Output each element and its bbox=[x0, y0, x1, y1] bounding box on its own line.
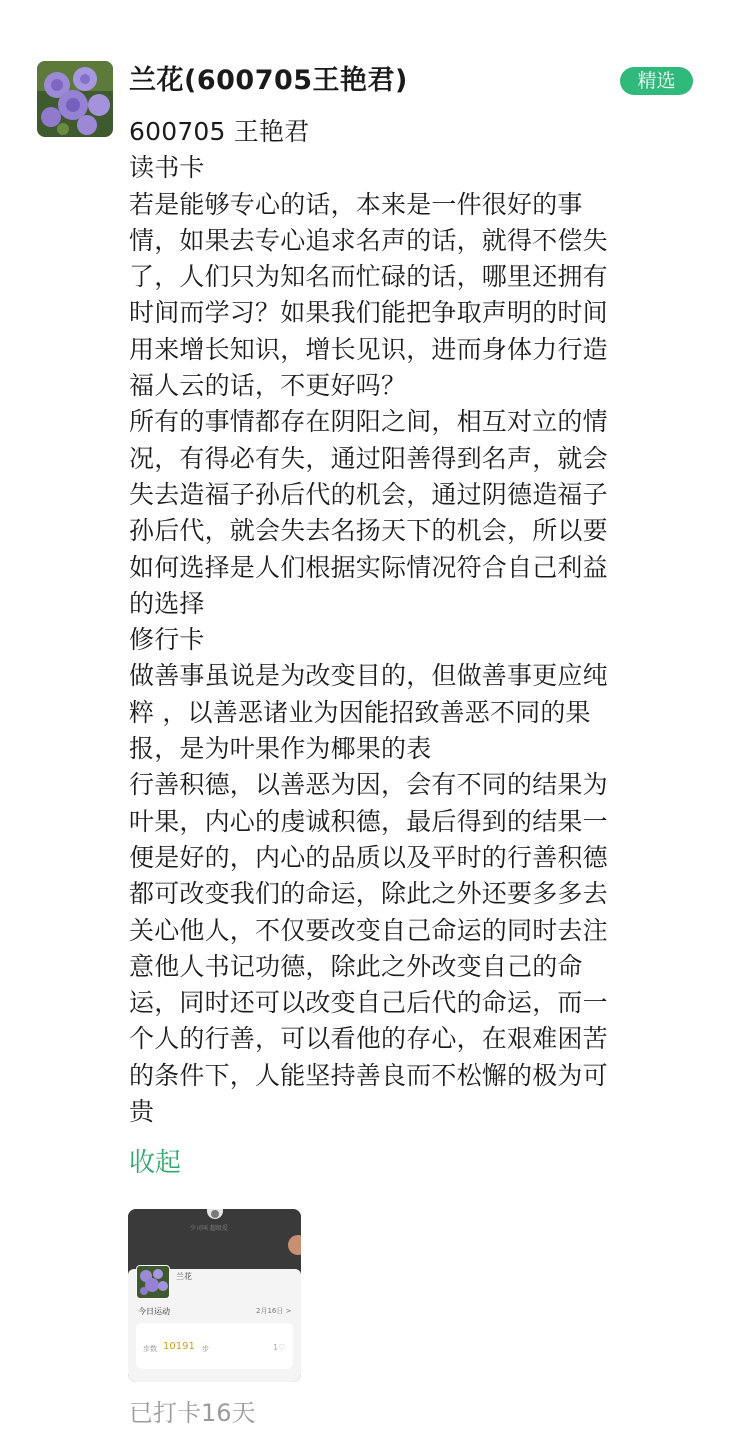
steps-card bbox=[136, 1323, 293, 1369]
post-body bbox=[129, 114, 699, 1130]
post-line: 如何选择是人们根据实际情况符合自己利益 bbox=[129, 552, 608, 582]
post-line: 个人的行善，可以看他的存心，在艰难困苦 bbox=[129, 1024, 608, 1054]
post-line: 关心他人，不仅要改变自己命运的同时去注 bbox=[129, 915, 608, 945]
post-line: 报，是为叶果作为椰果的表 bbox=[129, 734, 432, 764]
post-line: 失去造福子孙后代的机会，通过阴德造福子 bbox=[129, 479, 608, 509]
post-line: 运，同时还可以改变自己后代的命运，而一 bbox=[129, 988, 608, 1018]
thumbnail-user-name: 兰花 bbox=[176, 1272, 192, 1281]
author-name[interactable]: 兰花(600705王艳君) bbox=[129, 65, 408, 96]
mini-avatar bbox=[136, 1265, 170, 1299]
thumbnail-faint-text: 少司叫 超级爱 bbox=[190, 1225, 228, 1232]
post-line: 行善积德，以善恶为因，会有不同的结果为 bbox=[129, 770, 608, 800]
heart-icon: 1♡ bbox=[273, 1343, 286, 1352]
flower-avatar-icon bbox=[37, 61, 113, 137]
featured-badge: 精选 bbox=[620, 67, 693, 95]
post-line: 孙后代，就会失去名扬天下的机会，所以要 bbox=[129, 516, 608, 546]
post-line: 都可改变我们的命运，除此之外还要多多去 bbox=[129, 879, 608, 909]
post-line: 的选择 bbox=[129, 588, 205, 618]
post-line: 所有的事情都存在阴阳之间，相互对立的情 bbox=[129, 407, 608, 437]
post-line: 粹 ，以善恶诸业为因能招致善恶不同的果 bbox=[129, 697, 591, 727]
post-line: 读书卡 bbox=[129, 153, 205, 183]
today-exercise-label: 今日运动 bbox=[138, 1307, 170, 1316]
post-line: 意他人书记功德，除此之外改变自己的命 bbox=[129, 951, 583, 981]
post-line: 叶果，内心的虔诚积德，最后得到的结果一 bbox=[129, 806, 608, 836]
post-line: 况，有得必有失，通过阳善得到名声，就会 bbox=[129, 443, 608, 473]
post-line: 贵 bbox=[129, 1097, 155, 1127]
thumbnail-date: 2月16日 > bbox=[256, 1307, 292, 1315]
post-line: 了，人们只为知名而忙碌的话，哪里还拥有 bbox=[129, 262, 608, 292]
steps-value: 10191 bbox=[163, 1341, 195, 1352]
post-line: 做善事虽说是为改变目的，但做善事更应纯 bbox=[129, 661, 608, 691]
steps-unit: 步 bbox=[202, 1345, 209, 1353]
post-line: 情，如果去专心追求名声的话，就得不偿失 bbox=[129, 225, 608, 255]
post-line: 的条件下，人能坚持善良而不松懈的极为可 bbox=[129, 1060, 608, 1090]
user-avatar[interactable] bbox=[37, 61, 113, 137]
post-line: 时间而学习？如果我们能把争取声明的时间 bbox=[129, 298, 608, 328]
steps-label: 步数 bbox=[143, 1345, 157, 1353]
checkin-count: 已打卡16天 bbox=[129, 1399, 256, 1427]
post-line: 600705 王艳君 bbox=[129, 117, 310, 146]
post-line: 修行卡 bbox=[129, 625, 205, 655]
post-line: 若是能够专心的话，本来是一件很好的事 bbox=[129, 189, 583, 219]
post-line: 福人云的话，不更好吗？ bbox=[129, 371, 407, 401]
flower-avatar-icon bbox=[137, 1266, 169, 1298]
collapse-link[interactable]: 收起 bbox=[129, 1148, 182, 1178]
screenshot-thumbnail[interactable] bbox=[128, 1209, 301, 1382]
post-line: 用来增长知识，增长见识，进而身体力行造 bbox=[129, 334, 608, 364]
post-line: 便是好的，内心的品质以及平时的行善积德 bbox=[129, 842, 608, 872]
corner-avatar-icon bbox=[288, 1235, 301, 1255]
